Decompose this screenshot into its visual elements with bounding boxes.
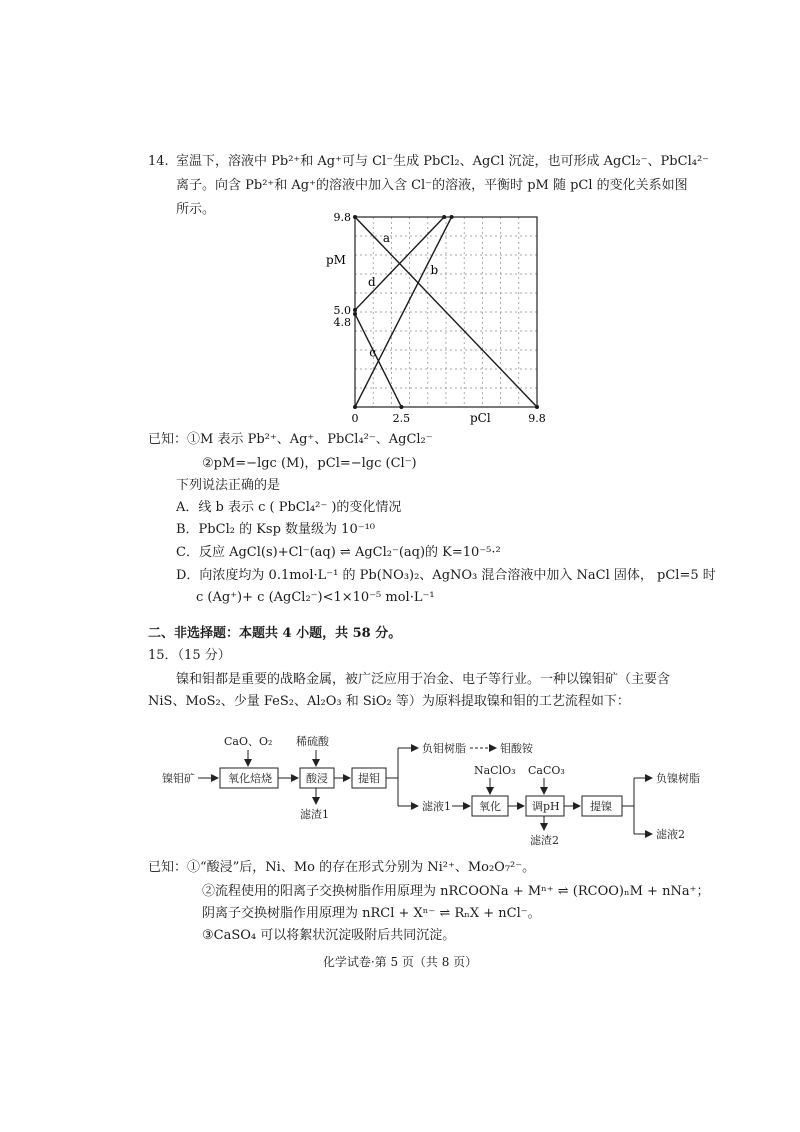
q15-intro2: NiS、MoS₂、少量 FeS₂、Al₂O₃ 和 SiO₂ 等）为原料提取镍和钼的工艺流程如下： [148,694,630,709]
series-point-d-1 [442,215,446,219]
chart-xlabel: pCl [470,411,491,425]
page-footer: 化学试卷·第 5 页（共 8 页） [322,955,478,969]
series-point-c-0 [353,312,357,316]
series-point-c-1 [399,405,403,409]
series-point-a-0 [353,215,357,219]
q14-option-d-line2: c (Ag⁺)+ c (AgCl₂⁻)<1×10⁻⁵ mol·L⁻¹ [196,590,435,605]
flow-residue1: 滤渣1 [300,808,329,821]
q15-number: 15．（15 分） [148,648,231,663]
series-label-b: b [430,263,439,278]
flow-reagent2: 稀硫酸 [296,735,329,748]
flow-step1: 氧化焙烧 [228,772,272,785]
flow-out1: 负镍树脂 [656,772,700,785]
flow-reagent3: NaClO₃ [474,764,516,777]
q15-known3: 阴离子交换树脂作用原理为 nRCl + Xⁿ⁻ ⇌ RₙX + nCl⁻。 [202,906,541,921]
q14-number: 14. [148,154,169,169]
flow-residue2: 滤渣2 [530,834,559,847]
flow-step2: 酸浸 [306,772,328,785]
series-label-d: d [367,275,376,290]
q14-known1: 已知：①M 表示 Pb²⁺、Ag⁺、PbCl₄²⁻、AgCl₂⁻ [148,432,433,447]
x-tick-label: 2.5 [392,412,411,425]
pm-pcl-chart [320,212,560,427]
flow-step5: 调pH [532,800,560,813]
y-tick-label: 5.0 [333,304,351,318]
q14-option-a[interactable]: A．线 b 表示 c ( PbCl₄²⁻ )的变化情况 [176,500,402,515]
q15-known1: 已知：①“酸浸”后，Ni、Mo 的存在形式分别为 Ni²⁺、Mo₂O₇²⁻。 [148,860,536,875]
flow-out2: 滤液2 [656,828,685,841]
q15-known2: ②流程使用的阳离子交换树脂作用原理为 nRCOONa + Mⁿ⁺ ⇌ (RCOO)ₙM + nNa⁺； [202,884,710,899]
q14-option-b[interactable]: B．PbCl₂ 的 Ksp 数量级为 10⁻¹⁰ [176,522,375,537]
y-tick-label: 4.8 [333,315,351,329]
flow-step4: 氧化 [479,800,501,813]
q14-prompt: 下列说法正确的是 [176,478,281,493]
flow-top-product: 钼酸铵 [500,742,533,755]
flow-reagent4: CaCO₃ [528,764,565,777]
flow-step3: 提钼 [358,772,380,785]
q14-stem-line1: 室温下，溶液中 Pb²⁺和 Ag⁺可与 Cl⁻生成 PbCl₂、AgCl 沉淀，也可形成 AgCl₂⁻、PbCl₄²⁻ [176,154,710,169]
series-point-b-1 [450,215,454,219]
q15-known4: ③CaSO₄ 可以将絮状沉淀吸附后共同沉淀。 [202,928,456,943]
series-point-a-1 [535,405,539,409]
section2-heading: 二、非选择题：本题共 4 小题，共 58 分。 [148,626,402,641]
chart-ylabel: pM [326,253,346,267]
series-label-c: c [369,345,376,360]
q15-intro1: 镍和钼都是重要的战略金属，被广泛应用于冶金、电子等行业。一种以镍钼矿（主要含 [176,672,671,687]
q14-option-c[interactable]: C．反应 AgCl(s)+Cl⁻(aq) ⇌ AgCl₂⁻(aq)的 K=10⁻⁵·² [176,545,501,560]
series-line-b [355,217,452,407]
process-flowchart [140,728,740,848]
q14-stem-line2: 离子。向含 Pb²⁺和 Ag⁺的溶液中加入含 Cl⁻的溶液，平衡时 pM 随 pCl 的变化关系如图 [176,178,688,193]
q14-known2: ②pM=−lgc (M)，pCl=−lgc (Cl⁻) [202,456,417,471]
series-point-d-0 [353,308,357,312]
series-label-a: a [382,230,390,245]
flow-filtrate1: 滤液1 [422,800,451,813]
series-point-b-0 [353,405,357,409]
flow-step6: 提镍 [590,800,612,813]
q14-option-d-line1[interactable]: D．向浓度均为 0.1mol·L⁻¹ 的 Pb(NO₃)₂、AgNO₃ 混合溶液中加入 NaCl 固体， pCl=5 时 [176,568,716,583]
flow-reagent1: CaO、O₂ [224,735,273,748]
flow-top-out: 负钼树脂 [422,742,466,755]
y-tick-label: 9.8 [333,212,351,224]
flow-raw: 镍钼矿 [162,772,195,785]
x-tick-label: 9.8 [528,412,546,425]
x-tick-label: 0 [351,412,359,425]
q14-stem-line3: 所示。 [176,202,216,217]
